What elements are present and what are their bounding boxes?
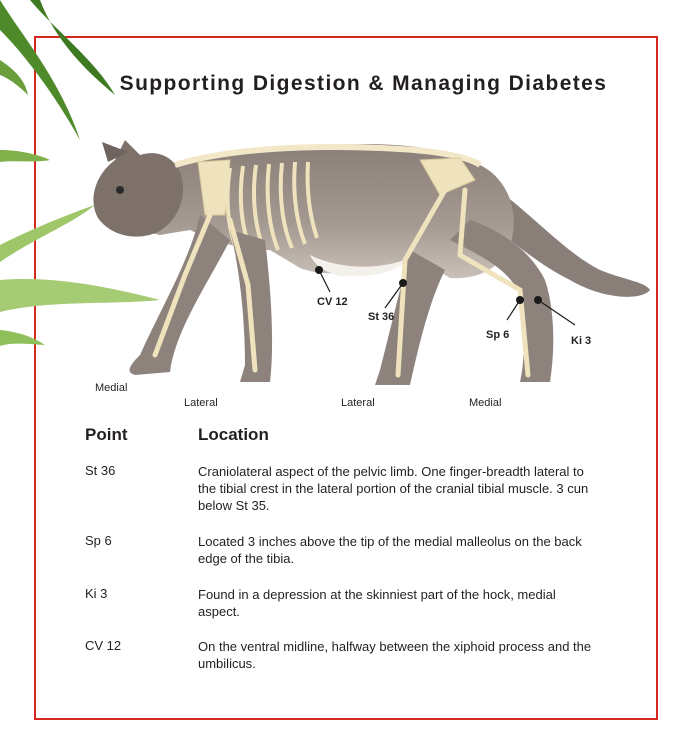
cv12-dot <box>315 266 323 274</box>
row-location: Located 3 inches above the tip of the medial malleolus on the back edge of the tibia. <box>198 534 582 566</box>
row-point: Sp 6 <box>85 533 112 548</box>
cat-skeleton-illustration <box>80 120 670 410</box>
point-label-sp6: Sp 6 <box>486 329 510 341</box>
point-label-ki3: Ki 3 <box>571 335 592 347</box>
row-point: CV 12 <box>85 638 122 653</box>
diagram-title: Supporting Digestion & Managing Diabetes <box>119 72 608 95</box>
point-label-st36: St 36 <box>368 311 395 323</box>
row-point: St 36 <box>85 463 116 478</box>
st36-dot <box>399 279 407 287</box>
point-label-cv12: CV 12 <box>317 296 348 308</box>
table-header <box>85 425 605 457</box>
header-location: Location <box>198 425 269 444</box>
aspect-label-medial-front: Medial <box>95 382 128 394</box>
row-point: Ki 3 <box>85 586 108 601</box>
aspect-label-lateral-hind: Lateral <box>341 397 375 409</box>
row-location: Craniolateral aspect of the pelvic limb. One finger-breadth lateral to the tibial crest in the lateral portion of the cranial tibial muscle. 3 cun below St 35. <box>198 464 589 513</box>
row-location: Found in a depression at the skinniest part of the hock, medial aspect. <box>198 587 556 619</box>
sp6-dot <box>516 296 524 304</box>
row-location: On the ventral midline, halfway between the xiphoid process and the umbilicus. <box>198 639 592 671</box>
aspect-label-lateral-front: Lateral <box>184 397 218 409</box>
aspect-label-medial-hind: Medial <box>469 397 502 409</box>
header-point: Point <box>85 425 128 444</box>
ki3-dot <box>534 296 542 304</box>
acupoint-table <box>85 425 605 671</box>
